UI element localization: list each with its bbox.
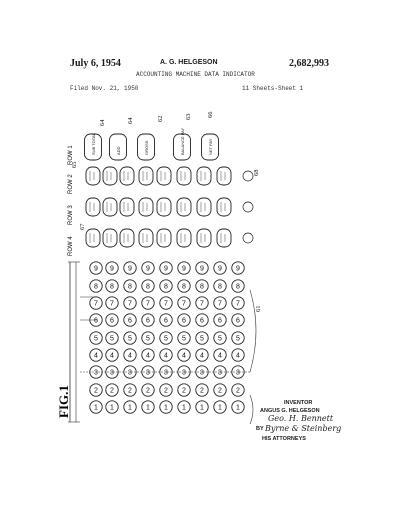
sheet-count: 11 Sheets-Sheet 1 — [242, 85, 304, 92]
svg-text:6: 6 — [218, 317, 222, 325]
svg-text:SUB TOTAL: SUB TOTAL — [91, 133, 96, 155]
digit-key — [232, 384, 244, 396]
function-key — [177, 198, 191, 216]
digit-key-grid — [90, 262, 244, 413]
digit-key — [178, 297, 190, 309]
digit-key — [214, 280, 226, 292]
svg-text:7: 7 — [218, 300, 222, 308]
svg-text:3: 3 — [110, 369, 114, 377]
function-key — [103, 167, 117, 185]
function-key — [202, 134, 219, 160]
function-key — [85, 132, 102, 160]
function-key — [177, 167, 191, 185]
attorneys-label: HIS ATTORNEYS — [262, 436, 306, 442]
digit-key — [196, 297, 208, 309]
reference-numeral: 63 — [185, 113, 192, 120]
digit-key — [90, 349, 102, 361]
digit-key — [196, 401, 208, 413]
digit-key — [178, 262, 190, 274]
function-key — [217, 229, 231, 247]
svg-text:ADD: ADD — [116, 146, 121, 155]
function-key — [217, 167, 231, 185]
svg-text:1: 1 — [164, 404, 168, 412]
function-key — [197, 198, 211, 216]
svg-text:2: 2 — [146, 387, 150, 395]
svg-text:5: 5 — [146, 335, 150, 343]
digit-key — [142, 297, 154, 309]
function-key — [174, 127, 191, 160]
svg-text:1: 1 — [236, 404, 240, 412]
svg-text:7: 7 — [146, 300, 150, 308]
svg-text:7: 7 — [110, 300, 114, 308]
digit-key — [214, 262, 226, 274]
svg-text:2: 2 — [236, 387, 240, 395]
svg-text:3: 3 — [94, 369, 98, 377]
svg-text:8: 8 — [128, 283, 132, 291]
svg-text:NET PAY: NET PAY — [208, 138, 213, 155]
svg-text:4: 4 — [146, 352, 150, 360]
digit-key — [142, 262, 154, 274]
svg-text:4: 4 — [200, 352, 204, 360]
function-key — [120, 229, 134, 247]
row-end-marker — [243, 171, 253, 181]
function-key — [139, 198, 153, 216]
digit-key — [106, 384, 118, 396]
svg-text:9: 9 — [164, 265, 168, 273]
digit-key — [196, 349, 208, 361]
svg-text:9: 9 — [182, 265, 186, 273]
digit-key — [106, 314, 118, 326]
digit-key — [90, 297, 102, 309]
filing-date: Filed Nov. 21, 1950 — [70, 85, 139, 92]
digit-key — [160, 384, 172, 396]
svg-text:4: 4 — [164, 352, 168, 360]
digit-key — [124, 297, 136, 309]
row-end-marker — [243, 233, 253, 243]
svg-text:1: 1 — [128, 404, 132, 412]
digit-key — [124, 262, 136, 274]
svg-text:2: 2 — [200, 387, 204, 395]
function-key — [120, 198, 134, 216]
digit-key — [124, 401, 136, 413]
svg-text:BALANCE PAY: BALANCE PAY — [180, 127, 185, 155]
digit-key — [90, 280, 102, 292]
svg-text:6: 6 — [128, 317, 132, 325]
svg-text:GROSS: GROSS — [144, 140, 149, 155]
digit-key — [178, 384, 190, 396]
digit-key — [196, 314, 208, 326]
svg-text:1: 1 — [110, 404, 114, 412]
reference-numeral: 67 — [79, 223, 86, 230]
svg-text:8: 8 — [218, 283, 222, 291]
digit-key — [214, 332, 226, 344]
digit-key — [178, 314, 190, 326]
svg-text:7: 7 — [236, 300, 240, 308]
svg-text:1: 1 — [146, 404, 150, 412]
digit-key — [160, 401, 172, 413]
digit-key — [178, 332, 190, 344]
digit-key — [106, 280, 118, 292]
digit-key — [124, 349, 136, 361]
svg-text:6: 6 — [182, 317, 186, 325]
digit-key — [232, 297, 244, 309]
digit-key — [124, 384, 136, 396]
svg-text:5: 5 — [128, 335, 132, 343]
svg-text:4: 4 — [110, 352, 114, 360]
digit-key — [214, 401, 226, 413]
svg-text:3: 3 — [128, 369, 132, 377]
svg-text:2: 2 — [182, 387, 186, 395]
figure-label: FIG.1 — [56, 385, 71, 418]
svg-text:1: 1 — [218, 404, 222, 412]
svg-text:5: 5 — [94, 335, 98, 343]
digit-key — [178, 280, 190, 292]
reference-numeral: 68 — [253, 169, 260, 176]
inventor-full-name: ANGUS G. HELGESON — [260, 408, 320, 414]
svg-text:9: 9 — [146, 265, 150, 273]
function-key — [86, 198, 100, 216]
digit-key — [90, 332, 102, 344]
digit-key — [124, 280, 136, 292]
reference-numeral: 61 — [255, 305, 262, 312]
reference-numeral: 64 — [99, 119, 106, 126]
digit-key — [90, 262, 102, 274]
function-key — [110, 134, 127, 160]
svg-text:2: 2 — [164, 387, 168, 395]
function-key — [138, 134, 155, 160]
digit-key — [160, 280, 172, 292]
digit-key — [232, 262, 244, 274]
function-key — [120, 167, 134, 185]
digit-key — [160, 262, 172, 274]
attorney-signature-2: Byrne & Steinberg — [265, 424, 342, 433]
patent-number: 2,682,993 — [289, 58, 329, 69]
digit-key — [106, 349, 118, 361]
svg-text:6: 6 — [200, 317, 204, 325]
svg-text:8: 8 — [182, 283, 186, 291]
reference-numeral: 65 — [71, 161, 78, 168]
svg-text:1: 1 — [200, 404, 204, 412]
function-key — [139, 229, 153, 247]
svg-text:7: 7 — [128, 300, 132, 308]
function-key — [157, 198, 171, 216]
svg-text:8: 8 — [164, 283, 168, 291]
digit-key — [90, 401, 102, 413]
digit-key — [124, 332, 136, 344]
digit-key — [90, 384, 102, 396]
digit-key — [160, 297, 172, 309]
svg-text:3: 3 — [236, 369, 240, 377]
function-key — [103, 229, 117, 247]
svg-text:8: 8 — [200, 283, 204, 291]
function-key — [157, 167, 171, 185]
digit-key — [106, 332, 118, 344]
digit-key — [232, 401, 244, 413]
function-key — [86, 229, 100, 247]
svg-text:9: 9 — [236, 265, 240, 273]
svg-text:8: 8 — [236, 283, 240, 291]
digit-key — [160, 314, 172, 326]
svg-text:4: 4 — [182, 352, 186, 360]
svg-text:6: 6 — [110, 317, 114, 325]
svg-text:8: 8 — [110, 283, 114, 291]
svg-text:3: 3 — [164, 369, 168, 377]
digit-key — [214, 349, 226, 361]
digit-key — [232, 349, 244, 361]
svg-text:4: 4 — [94, 352, 98, 360]
svg-text:2: 2 — [94, 387, 98, 395]
function-key — [197, 167, 211, 185]
digit-key — [106, 401, 118, 413]
svg-text:3: 3 — [200, 369, 204, 377]
function-key — [177, 229, 191, 247]
reference-numeral: 62 — [157, 115, 164, 122]
digit-key — [196, 262, 208, 274]
row-label: ROW 3 — [68, 205, 74, 225]
digit-key — [178, 349, 190, 361]
digit-key — [232, 314, 244, 326]
svg-text:7: 7 — [200, 300, 204, 308]
svg-text:1: 1 — [94, 404, 98, 412]
function-key — [86, 167, 100, 185]
svg-text:7: 7 — [94, 300, 98, 308]
svg-text:3: 3 — [218, 369, 222, 377]
digit-key — [142, 401, 154, 413]
svg-text:6: 6 — [146, 317, 150, 325]
digit-key — [160, 349, 172, 361]
patent-date: July 6, 1954 — [70, 58, 121, 69]
svg-text:9: 9 — [218, 265, 222, 273]
digit-key — [106, 262, 118, 274]
svg-text:2: 2 — [218, 387, 222, 395]
digit-key — [106, 297, 118, 309]
svg-text:7: 7 — [164, 300, 168, 308]
svg-text:9: 9 — [128, 265, 132, 273]
reference-numeral: 66 — [207, 111, 214, 118]
function-key — [103, 198, 117, 216]
function-key — [139, 167, 153, 185]
digit-key — [142, 384, 154, 396]
function-key — [217, 198, 231, 216]
digit-key — [214, 297, 226, 309]
svg-text:5: 5 — [110, 335, 114, 343]
svg-text:8: 8 — [146, 283, 150, 291]
row-label: ROW 1 — [68, 145, 74, 165]
function-key — [197, 229, 211, 247]
svg-text:5: 5 — [182, 335, 186, 343]
digit-key — [142, 280, 154, 292]
digit-key — [178, 401, 190, 413]
svg-text:5: 5 — [236, 335, 240, 343]
svg-text:5: 5 — [164, 335, 168, 343]
svg-text:5: 5 — [200, 335, 204, 343]
svg-text:9: 9 — [110, 265, 114, 273]
digit-key — [196, 280, 208, 292]
digit-key — [142, 314, 154, 326]
row-label: ROW 2 — [68, 174, 74, 194]
svg-text:2: 2 — [110, 387, 114, 395]
digit-key — [142, 349, 154, 361]
digit-key — [142, 332, 154, 344]
function-key — [157, 229, 171, 247]
svg-text:6: 6 — [94, 317, 98, 325]
svg-text:3: 3 — [146, 369, 150, 377]
svg-text:8: 8 — [94, 283, 98, 291]
digit-key — [232, 280, 244, 292]
row-label: ROW 4 — [68, 236, 74, 256]
digit-key — [214, 314, 226, 326]
svg-text:6: 6 — [164, 317, 168, 325]
digit-key — [232, 332, 244, 344]
digit-key — [196, 384, 208, 396]
digit-key — [160, 332, 172, 344]
digit-key — [196, 332, 208, 344]
digit-key — [214, 384, 226, 396]
svg-text:4: 4 — [128, 352, 132, 360]
digit-key — [124, 314, 136, 326]
svg-text:4: 4 — [236, 352, 240, 360]
svg-text:3: 3 — [182, 369, 186, 377]
svg-text:7: 7 — [182, 300, 186, 308]
svg-text:6: 6 — [236, 317, 240, 325]
by-label: BY — [256, 426, 264, 432]
inventor-name: A. G. HELGESON — [160, 59, 218, 66]
svg-text:9: 9 — [94, 265, 98, 273]
svg-text:1: 1 — [182, 404, 186, 412]
reference-numeral: 64 — [127, 117, 134, 124]
patent-title: ACCOUNTING MACHINE DATA INDICATOR — [136, 71, 255, 78]
svg-text:5: 5 — [218, 335, 222, 343]
attorney-signature-1: Geo. H. Bennett — [268, 414, 334, 423]
svg-text:4: 4 — [218, 352, 222, 360]
row-end-marker — [243, 202, 253, 212]
svg-text:2: 2 — [128, 387, 132, 395]
inventor-label: INVENTOR — [284, 400, 313, 406]
svg-text:9: 9 — [200, 265, 204, 273]
